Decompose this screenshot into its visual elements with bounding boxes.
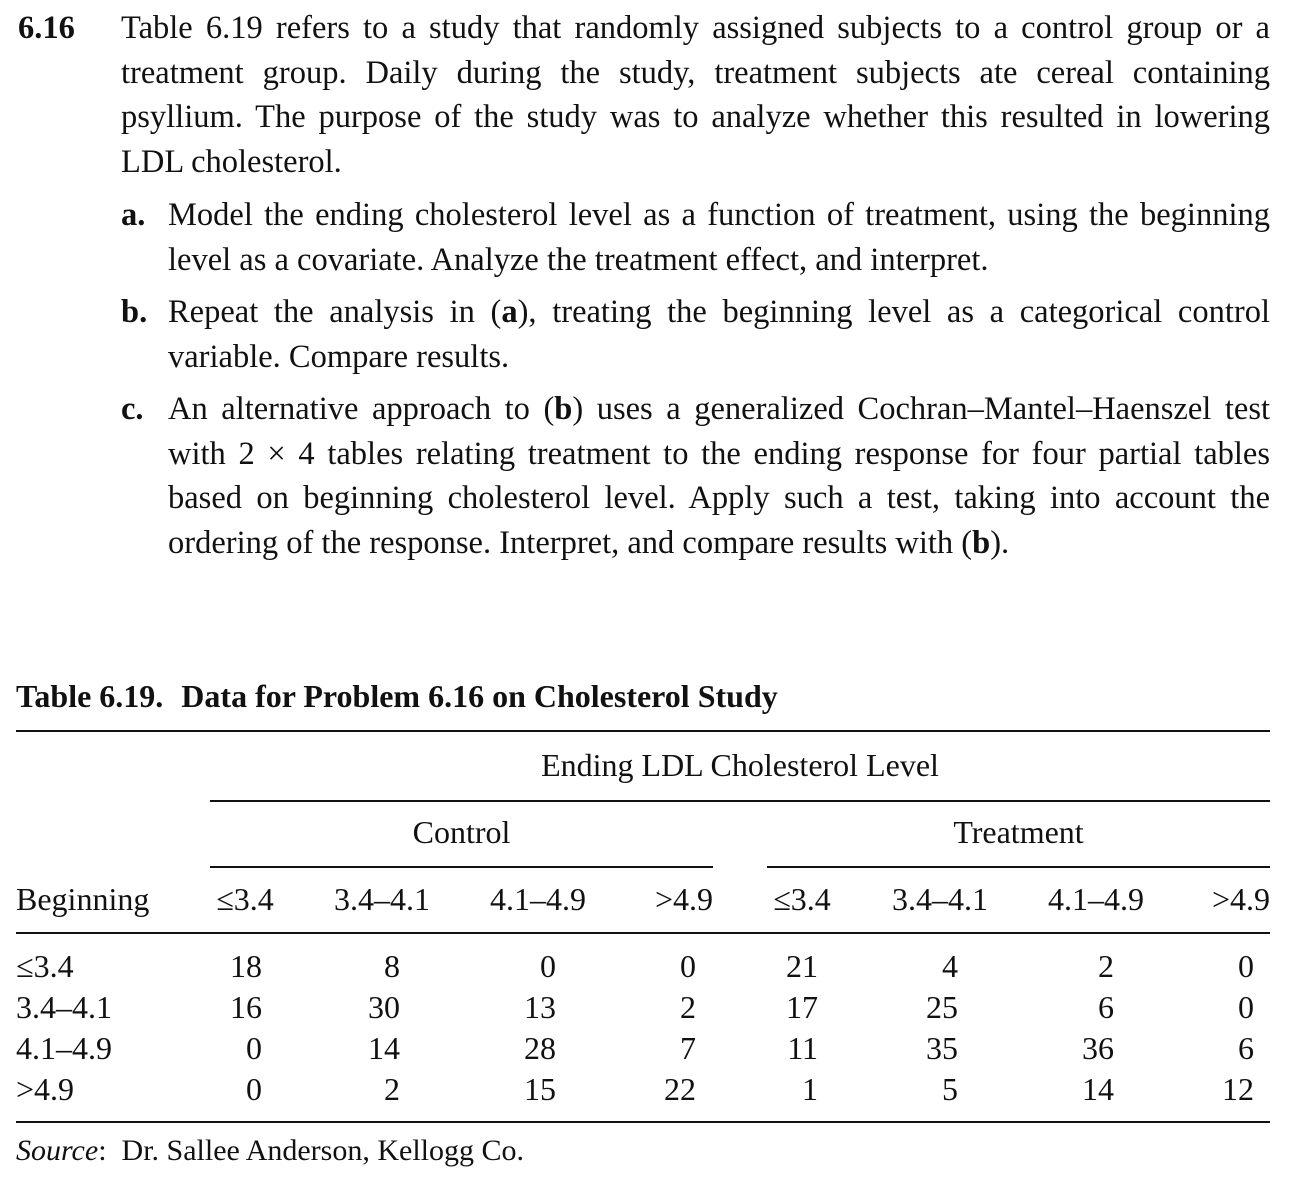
column-header: 3.4–4.1	[892, 881, 988, 917]
table-cell: 36	[1082, 1030, 1114, 1066]
row-label: ≤3.4	[16, 948, 74, 984]
table-cell: 0	[540, 948, 556, 984]
control-group-rule	[210, 866, 713, 868]
table-cell: 14	[1082, 1071, 1114, 1107]
table-cell: 2	[384, 1071, 400, 1107]
table-cell: 18	[230, 948, 262, 984]
column-header: >4.9	[1211, 881, 1270, 917]
table-caption-number: Table 6.19.	[16, 678, 164, 714]
table-cell: 25	[926, 989, 958, 1025]
part-a-text: Model the ending cholesterol level as a function of treatment, using the beginning level as a covariate. Analyze the treatment effect, and interpret.	[168, 197, 1270, 278]
part-c-ref: b	[554, 391, 573, 427]
table-cell: 0	[246, 1071, 262, 1107]
part-c-text-post: ).	[990, 524, 1010, 561]
table-caption	[16, 678, 778, 715]
row-label: 4.1–4.9	[16, 1030, 112, 1066]
part-c-ref2: b	[972, 524, 991, 561]
table-cell: 4	[942, 948, 958, 984]
problem-number: 6.16	[18, 10, 75, 46]
spanner-rule	[210, 800, 1270, 802]
column-header: >4.9	[654, 881, 713, 917]
table-cell: 22	[664, 1071, 696, 1107]
table-cell: 11	[787, 1030, 818, 1066]
table-cell: 12	[1222, 1071, 1254, 1107]
source-text: Dr. Sallee Anderson, Kellogg Co.	[121, 1134, 524, 1167]
table-cell: 8	[384, 948, 400, 984]
table-cell: 14	[368, 1030, 400, 1066]
column-header: 4.1–4.9	[1048, 881, 1144, 917]
table-cell: 21	[786, 948, 818, 984]
group-header-treatment: Treatment	[953, 814, 1084, 850]
part-b-ref: a	[501, 294, 518, 330]
table-top-rule	[16, 730, 1270, 732]
table-cell: 0	[246, 1030, 262, 1066]
row-header-beginning: Beginning	[16, 881, 150, 917]
part-b-letter: b.	[121, 294, 148, 330]
row-label: 3.4–4.1	[16, 989, 112, 1025]
group-header-control: Control	[412, 814, 511, 850]
part-c-text-pre: An alternative approach to (	[168, 391, 555, 427]
table-cell: 30	[368, 989, 400, 1025]
table-cell: 6	[1238, 1030, 1254, 1066]
part-c	[121, 387, 1270, 565]
table-cell: 1	[802, 1071, 818, 1107]
column-header: ≤3.4	[216, 881, 274, 917]
part-c-text-mid: ) uses a generalized Cochran–Mantel–Haenszel test with 2 × 4 tables relating treatment to the ending response for four partial tables based on beginning cholesterol level. Apply such a test, taking into account the ordering of the response. Interpret, and compare results with (	[168, 391, 1270, 561]
table-cell: 35	[926, 1030, 958, 1066]
table-cell: 2	[680, 989, 696, 1025]
header-bottom-rule	[16, 932, 1270, 934]
table-cell: 16	[230, 989, 262, 1025]
table-source: Source: Dr. Sallee Anderson, Kellogg Co.	[16, 1134, 524, 1167]
table-cell: 13	[524, 989, 556, 1025]
column-header: ≤3.4	[773, 881, 831, 917]
table-cell: 0	[680, 948, 696, 984]
table-cell: 6	[1098, 989, 1114, 1025]
problem-parts	[121, 193, 1270, 565]
problem-6-16	[18, 6, 1270, 573]
table-cell: 15	[524, 1071, 556, 1107]
row-label: >4.9	[16, 1071, 75, 1107]
part-b-text-post: ), treating the beginning level as a categorical control variable. Compare results.	[168, 294, 1270, 375]
table-bottom-rule	[16, 1121, 1270, 1123]
table-cell: 5	[942, 1071, 958, 1107]
column-header: 3.4–4.1	[334, 881, 430, 917]
part-a	[121, 193, 1270, 282]
source-label: Source	[16, 1134, 99, 1167]
part-c-letter: c.	[121, 391, 144, 427]
table-cell: 0	[1238, 948, 1254, 984]
part-a-letter: a.	[121, 197, 146, 233]
spanner-header: Ending LDL Cholesterol Level	[541, 747, 939, 783]
part-b-text-pre: Repeat the analysis in (	[168, 294, 502, 330]
treatment-group-rule	[767, 866, 1270, 868]
part-b	[121, 290, 1270, 379]
table-cell: 2	[1098, 948, 1114, 984]
table-cell: 7	[680, 1030, 696, 1066]
problem-intro: Table 6.19 refers to a study that randomly assigned subjects to a control group or a treatment group. Daily during the study, treatment subjects ate cereal containing psyllium. The purpose of the study was to analyze whether this resulted in lowering LDL cholesterol.	[121, 10, 1270, 180]
table-cell: 28	[524, 1030, 556, 1066]
column-header: 4.1–4.9	[490, 881, 586, 917]
table-caption-title: Data for Problem 6.16 on Cholesterol Study	[181, 678, 778, 714]
table-cell: 0	[1238, 989, 1254, 1025]
table-cell: 17	[786, 989, 818, 1025]
